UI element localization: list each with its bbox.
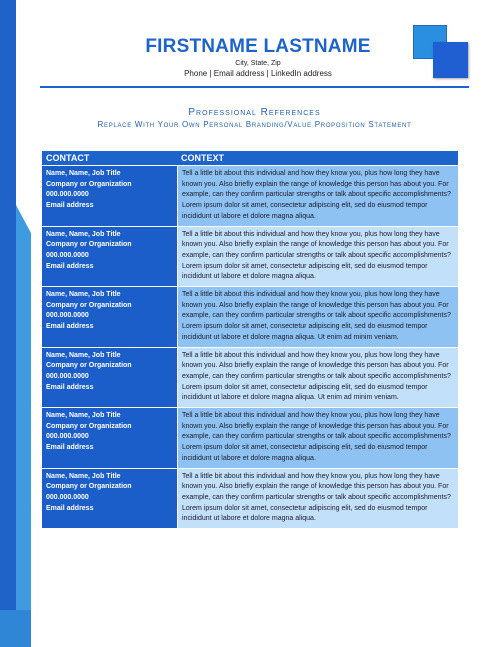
contact-cell <box>42 287 177 347</box>
contact-line: Phone | Email address | LinkedIn address <box>184 69 332 78</box>
left-stripe-bottom <box>0 610 31 647</box>
reference-email: Email address <box>46 444 94 452</box>
contact-cell <box>42 227 177 287</box>
reference-company: Company or Organization <box>46 422 132 430</box>
table-row <box>42 347 458 408</box>
reference-email: Email address <box>46 323 94 331</box>
reference-email: Email address <box>46 262 94 270</box>
section-title: Professional References <box>188 107 321 118</box>
contact-cell <box>42 408 177 468</box>
context-cell: Tell a little bit about this individual and how they know you, plus how long they have known you. Also briefly explain the range of knowledge this person has about you. For example, can they confirm particular strengths or talk about specific accomplishments? Lorem ipsum dolor sit amet, consectetur adipiscing elit, sed do eiusmod tempor incididunt ut labore et dolore magna aliqua. Ut enim ad minim veniam. <box>177 287 458 347</box>
reference-phone: 000.000.0000 <box>46 191 89 199</box>
table-row <box>42 226 458 287</box>
reference-phone: 000.000.0000 <box>46 493 89 501</box>
reference-company: Company or Organization <box>46 483 132 491</box>
reference-email: Email address <box>46 202 94 210</box>
left-stripe-light <box>16 205 31 647</box>
table-row <box>42 165 458 226</box>
reference-company: Company or Organization <box>46 180 132 188</box>
context-cell: Tell a little bit about this individual and how they know you, plus how long they have known you. Also briefly explain the range of knowledge this person has about you. For example, can they confirm particular strengths or talk about specific accomplishments? Lorem ipsum dolor sit amet, consectetur adipiscing elit, sed do eiusmod tempor incididunt ut labore et dolore magna aliqua. <box>177 227 458 287</box>
reference-phone: 000.000.0000 <box>46 312 89 320</box>
reference-name: Name, Name, Job Title <box>46 412 121 420</box>
reference-phone: 000.000.0000 <box>46 251 89 259</box>
table-header <box>42 151 458 165</box>
section-subtitle: Replace With Your Own Personal Branding/Value Proposition Statement <box>97 120 412 129</box>
contact-cell <box>42 166 177 226</box>
column-header-contact: CONTACT <box>46 153 90 163</box>
reference-name: Name, Name, Job Title <box>46 472 121 480</box>
left-stripe-dark <box>0 0 16 647</box>
reference-company: Company or Organization <box>46 241 132 249</box>
logo-square-front <box>433 42 468 78</box>
context-cell: Tell a little bit about this individual and how they know you, plus how long they have known you. Also briefly explain the range of knowledge this person has about you. For example, can they confirm particular strengths or talk about specific accomplishments? Lorem ipsum dolor sit amet, consectetur adipiscing elit, sed do eiusmod tempor incididunt ut labore et dolore magna aliqua. Ut enim ad minim veniam. <box>177 348 458 408</box>
reference-name: Name, Name, Job Title <box>46 351 121 359</box>
column-header-context: CONTEXT <box>181 153 225 163</box>
contact-cell <box>42 469 177 529</box>
context-cell: Tell a little bit about this individual and how they know you, plus how long they have known you. Also briefly explain the range of knowledge this person has about you. For example, can they confirm particular strengths or talk about specific accomplishments? Lorem ipsum dolor sit amet, consectetur adipiscing elit, sed do eiusmod tempor incididunt ut labore et dolore magna aliqua. <box>177 469 458 529</box>
reference-name: Name, Name, Job Title <box>46 230 121 238</box>
reference-name: Name, Name, Job Title <box>46 170 121 177</box>
reference-company: Company or Organization <box>46 362 132 370</box>
table-row <box>42 286 458 347</box>
reference-company: Company or Organization <box>46 301 132 309</box>
corner-squares-logo <box>413 25 469 79</box>
table-row <box>42 468 458 529</box>
reference-phone: 000.000.0000 <box>46 433 89 441</box>
reference-email: Email address <box>46 504 94 512</box>
reference-email: Email address <box>46 383 94 391</box>
reference-name: Name, Name, Job Title <box>46 291 121 299</box>
contact-cell <box>42 348 177 408</box>
context-cell: Tell a little bit about this individual and how they know you, plus how long they have known you. Also briefly explain the range of knowledge this person has about you. For example, can they confirm particular strengths or talk about specific accomplishments? Lorem ipsum dolor sit amet, consectetur adipiscing elit, sed do eiusmod tempor incididunt ut labore et dolore magna aliqua. <box>177 166 458 226</box>
header-divider <box>40 86 469 88</box>
reference-phone: 000.000.0000 <box>46 372 89 380</box>
table-row <box>42 407 458 468</box>
city-state-zip: City, State, Zip <box>235 60 281 67</box>
context-cell: Tell a little bit about this individual and how they know you, plus how long they have known you. Also briefly explain the range of knowledge this person has about you. For example, can they confirm particular strengths or talk about specific accomplishments? Lorem ipsum dolor sit amet, consectetur adipiscing elit, sed do eiusmod tempor incididunt ut labore et dolore magna aliqua. <box>177 408 458 468</box>
candidate-name: FIRSTNAME LASTNAME <box>145 36 371 57</box>
references-table <box>42 151 458 528</box>
